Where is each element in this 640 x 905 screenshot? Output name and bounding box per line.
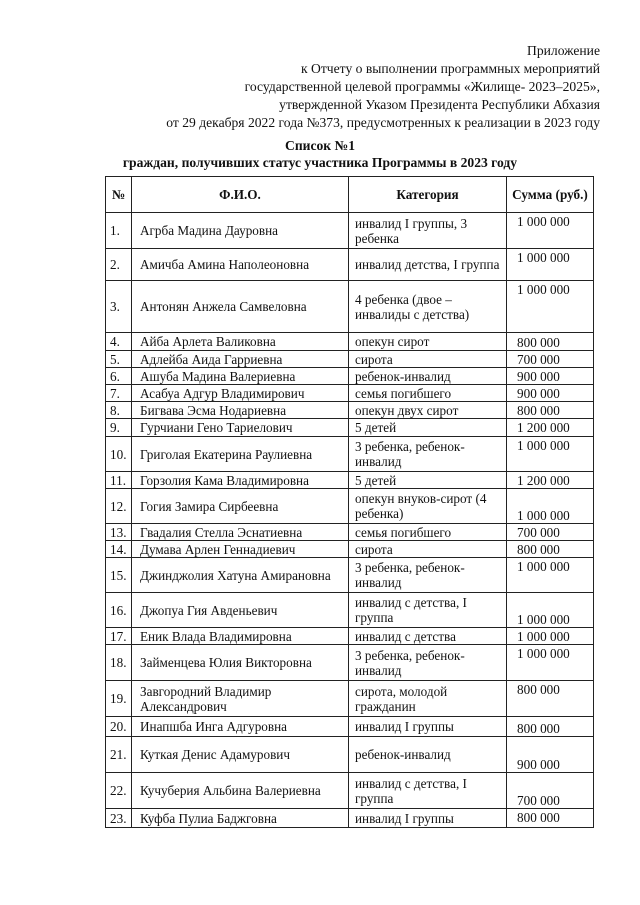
row-number: 18. [106,645,132,681]
row-name: Куткая Денис Адамурович [132,737,349,773]
row-name: Ашуба Мадина Валериевна [132,368,349,385]
row-sum: 1 000 000 [507,281,594,333]
row-number: 10. [106,437,132,472]
row-name: Амичба Амина Наполеоновна [132,249,349,281]
row-number: 7. [106,385,132,402]
row-sum: 1 000 000 [507,628,594,645]
table-row [106,351,594,368]
row-name: Горзолия Кама Владимировна [132,472,349,489]
row-category: сирота, молодой гражданин [349,681,507,717]
row-sum: 900 000 [507,368,594,385]
row-category: сирота [349,351,507,368]
row-sum: 800 000 [507,333,594,351]
row-number: 6. [106,368,132,385]
header-number: № [106,177,132,213]
table-row [106,773,594,809]
row-category: семья погибшего [349,524,507,541]
table-row [106,213,594,249]
row-name: Завгородний Владимир Александрович [132,681,349,717]
row-name: Гвадалия Стелла Эснатиевна [132,524,349,541]
row-category: опекун внуков-сирот (4 ребенка) [349,489,507,524]
table-row [106,368,594,385]
row-category: инвалид с детства, I группа [349,593,507,628]
appendix-line: от 29 декабря 2022 года №373, предусмотренных к реализации в 2023 году [166,115,600,130]
row-name: Антонян Анжела Самвеловна [132,281,349,333]
row-name: Агрба Мадина Дауровна [132,213,349,249]
table-row [106,472,594,489]
table-row [106,628,594,645]
row-name: Григолая Екатерина Раулиевна [132,437,349,472]
row-category: инвалид I группы, 3 ребенка [349,213,507,249]
row-category: 3 ребенка, ребенок-инвалид [349,645,507,681]
row-category: 4 ребенка (двое – инвалиды с детства) [349,281,507,333]
row-category: 3 ребенка, ребенок-инвалид [349,437,507,472]
row-sum: 1 000 000 [507,558,594,593]
table-row [106,541,594,558]
row-number: 15. [106,558,132,593]
table-row [106,249,594,281]
table-body [106,213,594,828]
row-category: семья погибшего [349,385,507,402]
row-category: ребенок-инвалид [349,368,507,385]
row-name: Гогия Замира Сирбеевна [132,489,349,524]
table-row [106,737,594,773]
row-number: 13. [106,524,132,541]
row-category: инвалид с детства [349,628,507,645]
row-sum: 1 000 000 [507,249,594,281]
row-category: инвалид детства, I группа [349,249,507,281]
row-name: Айба Арлета Валиковна [132,333,349,351]
row-name: Инапшба Инга Адгуровна [132,717,349,737]
row-number: 8. [106,402,132,419]
row-sum: 1 200 000 [507,472,594,489]
row-sum: 700 000 [507,351,594,368]
row-number: 11. [106,472,132,489]
row-category: 5 детей [349,419,507,437]
table-row [106,681,594,717]
row-category: инвалид I группы [349,717,507,737]
row-number: 21. [106,737,132,773]
row-number: 3. [106,281,132,333]
table-header-row [106,177,594,213]
participants-table [105,176,594,828]
row-name: Кучуберия Альбина Валериевна [132,773,349,809]
appendix-line: государственной целевой программы «Жилище- 2023–2025», [244,79,600,94]
row-number: 12. [106,489,132,524]
appendix-line: Приложение [527,43,600,58]
table-row [106,437,594,472]
table-row [106,489,594,524]
row-number: 14. [106,541,132,558]
row-name: Куфба Пулиа Баджговна [132,809,349,828]
row-category: инвалид I группы [349,809,507,828]
row-sum: 1 200 000 [507,419,594,437]
row-category: 3 ребенка, ребенок-инвалид [349,558,507,593]
row-sum: 900 000 [507,385,594,402]
row-number: 5. [106,351,132,368]
row-sum: 800 000 [507,402,594,419]
table-row [106,402,594,419]
table-row [106,333,594,351]
row-sum: 800 000 [507,809,594,828]
row-sum: 1 000 000 [507,645,594,681]
row-number: 9. [106,419,132,437]
table-row [106,281,594,333]
table-row [106,593,594,628]
row-category: ребенок-инвалид [349,737,507,773]
table-row [106,558,594,593]
row-sum: 800 000 [507,681,594,717]
row-number: 4. [106,333,132,351]
row-name: Джинджолия Хатуна Амирановна [132,558,349,593]
row-number: 20. [106,717,132,737]
row-sum: 800 000 [507,541,594,558]
table-row [106,524,594,541]
header-name: Ф.И.О. [132,177,349,213]
table-row [106,419,594,437]
row-sum: 1 000 000 [507,213,594,249]
row-number: 16. [106,593,132,628]
row-sum: 900 000 [507,737,594,773]
row-name: Асабуа Адгур Владимирович [132,385,349,402]
row-category: инвалид с детства, I группа [349,773,507,809]
row-category: 5 детей [349,472,507,489]
row-number: 17. [106,628,132,645]
row-number: 2. [106,249,132,281]
header-category: Категория [349,177,507,213]
row-category: сирота [349,541,507,558]
table-row [106,809,594,828]
list-subtitle: граждан, получивших статус участника Программы в 2023 году [122,155,518,170]
table-row [106,645,594,681]
row-name: Еник Влада Владимировна [132,628,349,645]
row-sum: 1 000 000 [507,489,594,524]
row-sum: 1 000 000 [507,593,594,628]
list-title: Список №1 [285,138,355,153]
row-number: 23. [106,809,132,828]
row-name: Бигвава Эсма Нодариевна [132,402,349,419]
row-name: Адлейба Аида Гарриевна [132,351,349,368]
row-name: Думава Арлен Геннадиевич [132,541,349,558]
appendix-line: утвержденной Указом Президента Республики Абхазия [279,97,600,112]
row-sum: 700 000 [507,524,594,541]
table-row [106,385,594,402]
row-name: Гурчиани Гено Тариелович [132,419,349,437]
row-name: Займенцева Юлия Викторовна [132,645,349,681]
row-number: 19. [106,681,132,717]
row-sum: 700 000 [507,773,594,809]
row-number: 22. [106,773,132,809]
appendix-header [166,42,600,132]
row-sum: 1 000 000 [507,437,594,472]
row-number: 1. [106,213,132,249]
header-sum: Сумма (руб.) [507,177,594,213]
row-sum: 800 000 [507,717,594,737]
appendix-line: к Отчету о выполнении программных мероприятий [301,61,600,76]
row-name: Джопуа Гия Авденьевич [132,593,349,628]
row-category: опекун сирот [349,333,507,351]
table-row [106,717,594,737]
row-category: опекун двух сирот [349,402,507,419]
